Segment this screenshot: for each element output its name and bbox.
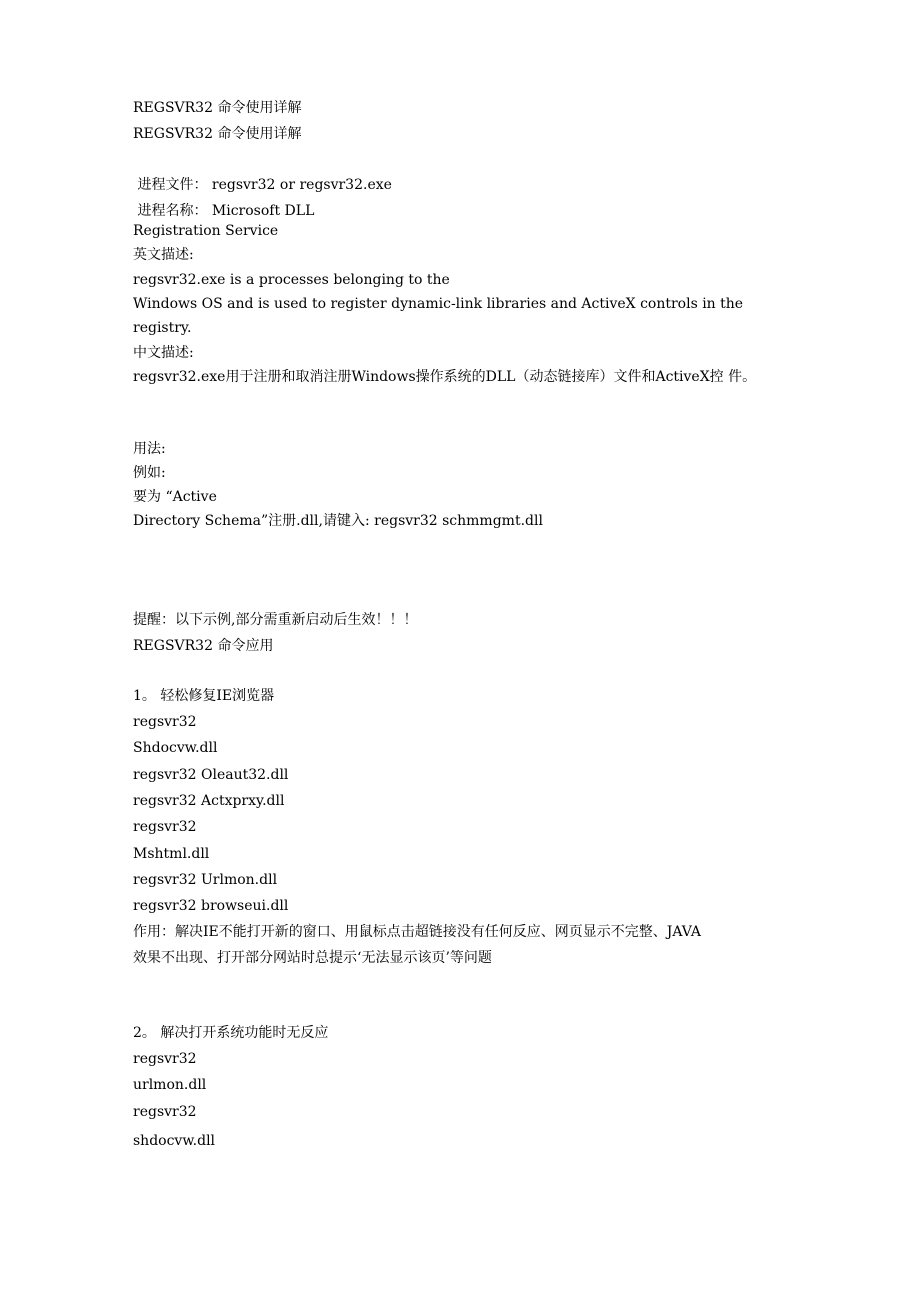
english-desc-line-2: Windows OS and is used to register dynamic-link libraries and ActiveX controls in the	[133, 296, 744, 312]
applications-heading: REGSVR32 命令应用	[133, 638, 274, 654]
section-1-command: Shdocvw.dll	[133, 740, 218, 756]
section-1-command: regsvr32	[133, 819, 197, 835]
doc-title-line: REGSVR32 命令使用详解	[133, 100, 302, 116]
process-name-line: 进程名称： Microsoft DLL	[133, 203, 315, 219]
english-desc-heading: 英文描述:	[133, 247, 194, 263]
example-heading: 例如:	[133, 465, 166, 481]
chinese-desc-line: regsvr32.exe用于注册和取消注册Windows操作系统的DLL（动态链接库）文件和ActiveX控 件。	[133, 369, 757, 385]
chinese-desc-heading: 中文描述:	[133, 345, 194, 361]
section-1-effect-line-1: 作用：解决IE不能打开新的窗口、用鼠标点击超链接没有任何反应、网页显示不完整、JAVA	[133, 924, 702, 940]
english-desc-line-1: regsvr32.exe is a processes belonging to the	[133, 272, 450, 288]
section-2-command: urlmon.dll	[133, 1077, 207, 1093]
section-2-command: shdocvw.dll	[133, 1133, 216, 1149]
section-1-heading: 1。 轻松修复IE浏览器	[133, 688, 275, 704]
example-line-1: 要为 “Active	[133, 489, 217, 505]
section-1-command: regsvr32	[133, 714, 197, 730]
section-2-command: regsvr32	[133, 1051, 197, 1067]
section-1-command: regsvr32 Oleaut32.dll	[133, 767, 289, 783]
section-2-heading: 2。 解决打开系统功能时无反应	[133, 1025, 329, 1041]
usage-heading: 用法:	[133, 441, 166, 457]
section-2-command: regsvr32	[133, 1104, 197, 1120]
doc-title-line-repeat: REGSVR32 命令使用详解	[133, 126, 302, 142]
example-line-2: Directory Schema”注册.dll,请键入: regsvr32 schmmgmt.dll	[133, 513, 543, 529]
section-1-command: regsvr32 Urlmon.dll	[133, 872, 278, 888]
section-1-command: regsvr32 Actxprxy.dll	[133, 793, 285, 809]
section-1-command: Mshtml.dll	[133, 846, 210, 862]
reminder-line: 提醒：以下示例,部分需重新启动后生效！！！	[133, 612, 418, 628]
process-name-continued: Registration Service	[133, 223, 279, 239]
section-1-effect-line-2: 效果不出现、打开部分网站时总提示‘无法显示该页’等问题	[133, 950, 492, 966]
english-desc-line-3: registry.	[133, 320, 192, 336]
section-1-command: regsvr32 browseui.dll	[133, 898, 289, 914]
process-file-line: 进程文件： regsvr32 or regsvr32.exe	[133, 177, 392, 193]
